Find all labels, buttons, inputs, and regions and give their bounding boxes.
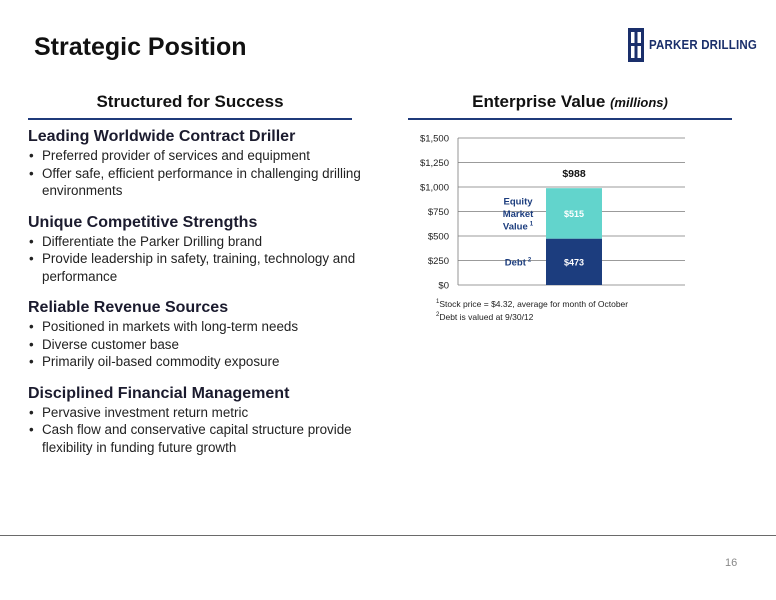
right-heading-divider [408,118,732,120]
bar-total-label: $988 [562,168,586,181]
series-label: Market [502,208,534,220]
y-tick-label: $1,000 [419,182,449,194]
footnote-2 [436,310,628,323]
enterprise-value-units: (millions) [610,95,668,110]
section-leading-driller [28,128,388,200]
section-heading: Leading Worldwide Contract Driller [28,128,296,145]
page-title: Strategic Position [34,33,247,61]
footnote-1 [436,297,628,310]
series-label-marker: 1 [529,221,534,228]
footnote-1-text: Stock price = $4.32, average for month of October [439,298,629,309]
bullet-item: • Cash flow and conservative capital structure provide flexibility in funding future growth [28,421,388,456]
footnote-2-text: Debt is valued at 9/30/12 [439,311,534,322]
bullet-item: • Provide leadership in safety, training, technology and performance [28,250,388,285]
series-label: Value $^1$ [502,221,534,233]
y-tick-label: $1,500 [419,133,449,145]
section-heading: Unique Competitive Strengths [28,213,258,231]
footnote-2-marker: 2 [436,311,440,318]
bullet-item: • Positioned in markets with long-term needs [28,318,388,336]
y-tick-label: $0 [438,280,449,292]
section-heading: Reliable Revenue Sources [28,299,229,316]
logo-text: PARKER DRILLING [649,38,757,52]
bullet-item: • Primarily oil-based commodity exposure [28,353,388,371]
bullet-item: • Pervasive investment return metric [28,404,388,422]
series-label: Equity [503,196,533,208]
bar-value-label: $515 [563,208,585,219]
footer-divider [0,535,776,536]
footnote-1-marker: 1 [436,299,440,305]
section-competitive-strengths [28,214,388,286]
bar-value-label: $473 [563,257,585,268]
section-revenue-sources [28,299,388,371]
company-logo [628,28,766,62]
bullet-item: • Diverse customer base [28,336,388,354]
y-tick-label: $1,250 [419,158,449,169]
chart-footnotes [436,297,628,323]
parker-drilling-logo-icon [628,28,644,62]
strategy-sections [28,128,388,470]
right-column-heading [408,92,732,112]
bullet-item: • Differentiate the Parker Drilling brand [28,233,388,251]
left-column-heading: Structured for Success [96,92,284,111]
left-heading-divider [28,118,352,120]
enterprise-value-heading: Enterprise Value [472,92,606,111]
section-heading: Disciplined Financial Management [28,384,290,402]
y-tick-label: $500 [427,231,449,243]
bullet-item: • Preferred provider of services and equipment [28,147,388,165]
y-tick-label: $250 [427,256,449,267]
page-number: 16 [725,557,738,569]
y-tick-label: $750 [427,207,449,218]
series-label-marker: 2 [527,257,532,264]
section-financial-management [28,385,388,457]
series-label: Debt $^2$ [504,257,532,269]
bullet-item: • Offer safe, efficient performance in challenging drilling environments [28,165,388,200]
